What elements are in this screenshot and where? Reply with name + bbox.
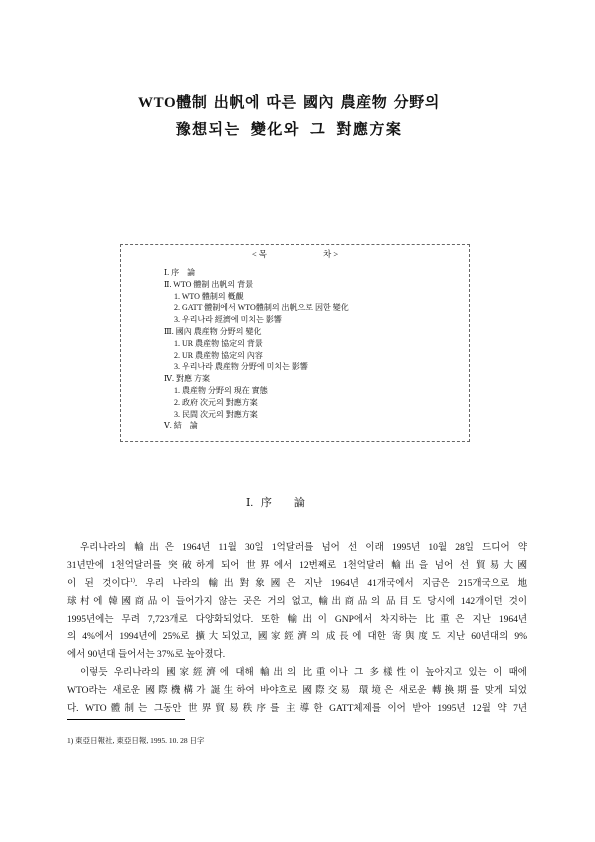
toc-section: Ⅰ. 序 論	[164, 268, 196, 277]
paragraph	[67, 665, 527, 719]
toc-header	[121, 249, 469, 259]
toc-header-left: < 목	[251, 249, 267, 259]
toc-subsection: 2. UR 農産物 協定의 內容	[174, 350, 263, 360]
title-line-1: WTO體制 出帆에 따른 國內 農産物 分野의	[138, 95, 440, 111]
text-line: 1995년에는 무려 7,723개로 다양화되었다. 또한 輸出이 GNP에서 차지하는 比重은 지난 1964년	[67, 614, 527, 625]
toc-subsection: 1. WTO 體制의 槪觀	[174, 291, 244, 301]
text-line: 에서 90년대 들어서는 37%로 높아졌다.	[67, 650, 226, 661]
footnote: 1) 東亞日報社, 東亞日報, 1995. 10. 28 日字	[67, 736, 205, 745]
paragraph	[67, 540, 527, 665]
text-line: 의 4%에서 1994년에 25%로 擴大되었고, 國家經濟의 成長에 대한 寄與度도 지난 60년대의 9%	[67, 632, 527, 643]
text-segment: 이 된 것이다	[67, 578, 130, 589]
table-of-contents	[120, 244, 470, 442]
toc-subsection: 1. UR 農産物 協定의 背景	[174, 338, 263, 348]
toc-section: Ⅱ. WTO 體制 出帆의 背景	[164, 279, 254, 289]
text-segment: . 우리 나라의 輸出對象國은 지난 1964년 41개국에서 지금은 215개국으로 地	[134, 578, 528, 589]
toc-subsection: 2. GATT 體制에서 WTO體制의 出帆으로 因한 變化	[174, 303, 349, 313]
toc-list	[164, 267, 349, 432]
section-heading: Ⅰ. 序 論	[246, 497, 305, 509]
body-text	[67, 540, 527, 719]
text-line	[67, 576, 527, 594]
toc-subsection: 3. 우리나라 農産物 分野에 미치는 影響	[174, 362, 308, 372]
text-line: 이렇듯 우리나라의 國家經濟에 대해 輸出의 比重이나 그 多樣性이 높아지고 있는 이 때에	[80, 668, 527, 679]
footnote-divider	[67, 719, 185, 720]
text-line: 球村에 韓國商品이 들어가지 않는 곳은 거의 없고, 輸出商品의 品目도 당시에 142개이던 것이	[67, 596, 527, 607]
toc-subsection: 1. 農産物 分野의 現在 實態	[174, 385, 268, 395]
toc-section: Ⅲ. 國內 農産物 分野의 變化	[164, 326, 262, 336]
toc-subsection: 2. 政府 次元의 對應方案	[174, 397, 258, 407]
toc-subsection: 3. 우리나라 經濟에 미치는 影響	[174, 315, 282, 325]
footnote-reference: 1)	[129, 577, 135, 584]
text-line: WTO라는 새로운 國際機構가 誕生하여 바야흐로 國際交易 環境은 새로운 轉換期를 맞게 되었	[67, 686, 527, 697]
toc-subsection: 3. 民間 次元의 對應方案	[174, 409, 258, 419]
title-line-2: 豫想되는 變化와 그 對應方案	[175, 122, 403, 138]
text-line: 다. WTO體制는 그동안 世界貿易秩序를 主導한 GATT체제를 이어 받아 1995년 12월 약 7년	[67, 704, 527, 715]
text-line: 31년만에 1천억달러를 突破하게 되어 世界에서 12번째로 1천억달러 輸出을 넘어 선 貿易大國	[67, 560, 527, 571]
text-line: 우리나라의 輸出은 1964년 11월 30일 1억달러를 넘어 선 이래 1995년 10월 28일 드디어 약	[80, 543, 527, 553]
toc-section: Ⅴ. 結 論	[164, 421, 198, 431]
toc-section: Ⅳ. 對應 方案	[164, 374, 210, 384]
toc-header-right: 차 >	[323, 249, 339, 259]
